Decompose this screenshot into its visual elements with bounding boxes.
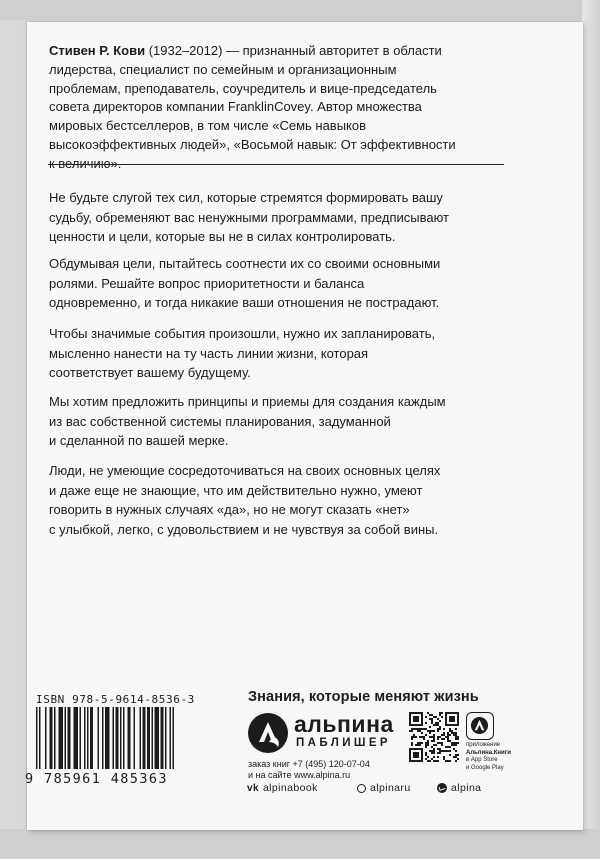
barcode-bar	[45, 707, 47, 769]
publisher-name: альпина	[294, 711, 394, 737]
quote-line: из вас собственной системы планирования, задуманной	[49, 413, 391, 429]
barcode-bar	[170, 707, 172, 769]
app-promo-line: в App Store	[466, 757, 498, 763]
barcode-bar	[161, 707, 164, 769]
publisher-app-icon	[470, 716, 489, 735]
quote-line: ценности и цели, которые вы не в силах контролировать.	[49, 229, 396, 244]
barcode-bar	[152, 707, 154, 769]
social-links	[247, 782, 527, 796]
barcode-bar	[87, 707, 89, 769]
bio-line: высокоэффективных людей», «Восьмой навык: От эффективности	[49, 136, 456, 152]
background-right	[582, 0, 600, 859]
quote-paragraph-1	[49, 188, 529, 247]
bio-line: к величию».	[49, 155, 122, 171]
order-info	[248, 759, 370, 781]
barcode-digits: 9 785961 485363	[25, 771, 168, 787]
quote-line: соответствует вашему будущему.	[49, 365, 251, 380]
quote-paragraph-4	[49, 392, 529, 451]
bio-line: проблемам, преподаватель, соучредитель и вице-председатель	[49, 80, 437, 96]
instagram-icon	[357, 784, 366, 793]
telegram-handle: alpina	[451, 782, 482, 794]
app-icon	[466, 712, 494, 740]
background-bottom	[0, 829, 600, 859]
barcode-bar	[155, 707, 160, 769]
author-bio	[49, 42, 519, 174]
quote-line: судьбу, обременяют вас ненужными программами, предписывают	[49, 209, 450, 225]
bio-line: мировых бестселлеров, в том числе «Семь навыков	[49, 118, 367, 134]
barcode-bar	[98, 707, 100, 769]
barcode-bar	[39, 707, 41, 769]
barcode-bar	[143, 707, 146, 769]
barcode-bar	[90, 707, 93, 769]
publisher-slogan: Знания, которые меняют жизнь	[248, 689, 479, 705]
barcode-bar	[59, 707, 64, 769]
barcode-bar	[50, 707, 53, 769]
quote-line: и даже еще не знающие, что им действительно нужно, умеют	[49, 482, 423, 498]
publisher-subtitle: ПАБЛИШЕР	[296, 737, 391, 749]
quote-line: мысленно нанести на ту часть линии жизни, которая	[49, 345, 369, 361]
barcode-bar	[102, 707, 104, 769]
order-website: и на сайте www.alpina.ru	[248, 770, 351, 780]
bio-line: совета директоров компании FranklinCovey. Автор множества	[49, 99, 422, 115]
quote-line: ролями. Решайте вопрос приоритетности и баланса	[49, 275, 365, 291]
bio-line: (1932–2012) — признанный авторитет в области	[145, 43, 442, 58]
social-telegram	[437, 782, 481, 794]
app-promo-line: и Google Play	[466, 764, 504, 771]
vk-handle: alpinabook	[262, 782, 318, 794]
quote-line: Чтобы значимые события произошли, нужно их запланировать,	[49, 326, 436, 341]
barcode-bar	[147, 707, 150, 769]
quote-line: Люди, не умеющие сосредоточиваться на своих основных целях	[49, 463, 441, 478]
quote-line: Не будьте слугой тех сил, которые стремятся формировать вашу	[49, 190, 443, 205]
app-promo-line: приложение	[466, 742, 501, 748]
barcode-bar	[165, 707, 167, 769]
isbn-text: ISBN 978-5-9614-8536-3	[36, 693, 195, 706]
instagram-handle: alpinaru	[370, 782, 411, 794]
qr-code-icon	[409, 712, 459, 762]
social-instagram	[357, 782, 411, 794]
barcode	[36, 707, 221, 769]
quote-line: Обдумывая цели, пытайтесь соотнести их со своими основными	[49, 256, 441, 271]
author-name: Стивен Р. Кови	[49, 43, 146, 58]
barcode-bar	[74, 707, 79, 769]
barcode-bar	[65, 707, 67, 769]
barcode-bar	[36, 707, 38, 769]
barcode-bar	[173, 707, 175, 769]
quote-line: с улыбкой, легко, с удовольствием и не чувствуя за собой вины.	[49, 521, 439, 537]
barcode-bar	[54, 707, 56, 769]
barcode-bar	[84, 707, 86, 769]
quote-line: одновременно, и тогда никакие ваши отношения не пострадают.	[49, 295, 440, 310]
bio-line: лидерства, специалист по семейным и организационным	[49, 61, 397, 77]
barcode-bar	[68, 707, 71, 769]
barcode-bar	[113, 707, 115, 769]
app-promo	[466, 742, 526, 772]
barcode-bar	[120, 707, 122, 769]
publisher-logo-icon	[247, 712, 289, 754]
telegram-icon	[437, 783, 447, 793]
quote-paragraph-2	[49, 254, 529, 313]
barcode-bar	[128, 707, 131, 769]
barcode-bar	[140, 707, 142, 769]
quote-line: говорить в нужных случаях «да», но не могут сказать «нет»	[49, 502, 410, 517]
app-promo-name: Альпина.Книги	[466, 749, 511, 756]
background-top	[0, 0, 600, 20]
social-vk	[247, 782, 318, 794]
quote-paragraph-3	[49, 324, 529, 383]
barcode-bar	[116, 707, 119, 769]
barcode-bar	[134, 707, 136, 769]
barcode-bar	[80, 707, 82, 769]
quote-paragraph-5	[49, 461, 529, 539]
quote-line: и сделанной по вашей мерке.	[49, 433, 229, 448]
barcode-bar	[105, 707, 110, 769]
vk-icon: vk	[247, 782, 259, 794]
order-phone: заказ книг +7 (495) 120-07-04	[248, 759, 370, 769]
divider	[48, 164, 504, 165]
quote-line: Мы хотим предложить принципы и приемы для создания каждым	[49, 394, 446, 409]
barcode-bar	[123, 707, 125, 769]
